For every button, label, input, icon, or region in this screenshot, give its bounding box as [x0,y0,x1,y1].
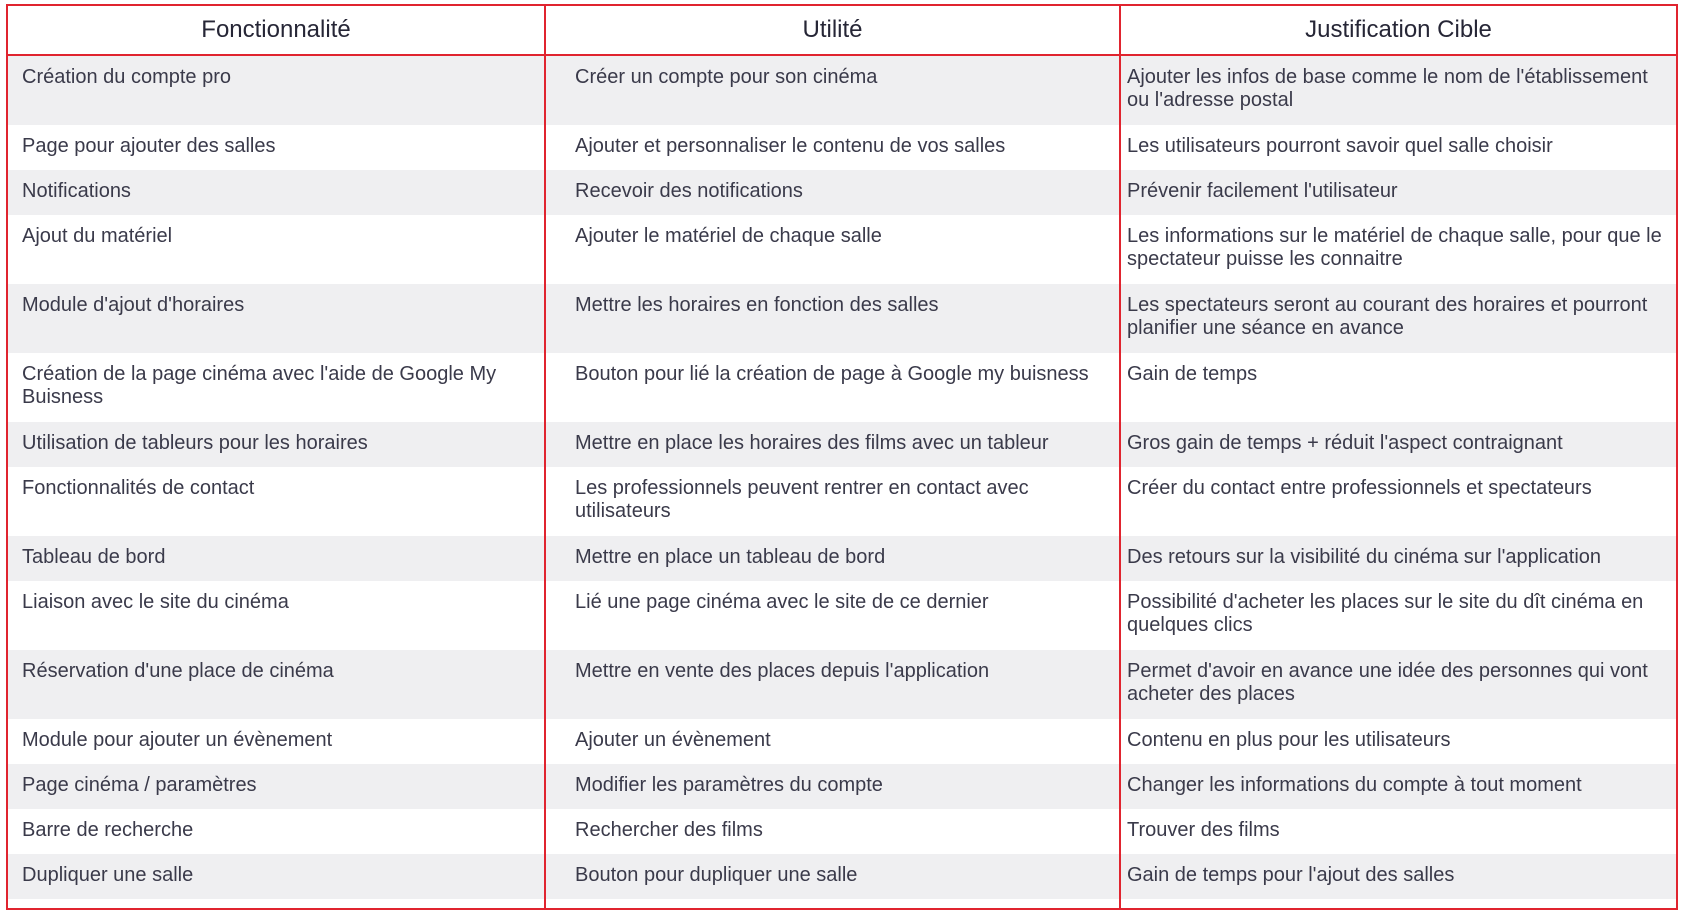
cell-utilite: Créer un compte pour son cinéma [575,66,878,88]
cell-justification: Gain de temps [1127,363,1258,385]
cell-justification: Créer du contact entre professionnels et spectateurs [1127,477,1592,499]
cell-fonctionnalite: Module pour ajouter un évènement [22,729,333,751]
table-row [8,353,1676,422]
cell-justification: Les spectateurs seront au courant des horaires et pourront planifier une séance en avance [1127,294,1648,339]
table-row [8,467,1676,536]
cell-utilite: Bouton pour lié la création de page à Google my buisness [575,363,1089,385]
cell-fonctionnalite: Barre de recherche [22,819,194,841]
table-row [8,809,1676,854]
cell-justification: Contenu en plus pour les utilisateurs [1127,729,1451,751]
cell-utilite: Lié une page cinéma avec le site de ce dernier [575,591,989,613]
cell-fonctionnalite: Page cinéma / paramètres [22,774,257,796]
cell-utilite: Recevoir des notifications [575,180,803,202]
table-row [8,581,1676,650]
cell-justification: Gros gain de temps + réduit l'aspect contraignant [1127,432,1563,454]
table-row [8,284,1676,353]
cell-utilite: Les professionnels peuvent rentrer en contact avec utilisateurs [575,477,1029,522]
column-divider [1119,6,1121,908]
cell-justification: Gain de temps pour l'ajout des salles [1127,864,1455,886]
table-row [8,170,1676,215]
cell-justification: Les informations sur le matériel de chaque salle, pour que le spectateur puisse les connaitre [1127,225,1662,270]
table-header [8,6,1676,56]
cell-justification: Possibilité d'acheter les places sur le site du dît cinéma en quelques clics [1127,591,1644,636]
cell-utilite: Rechercher des films [575,819,763,841]
cell-fonctionnalite: Module d'ajout d'horaires [22,294,245,316]
table-row [8,422,1676,467]
column-divider [544,6,546,908]
table-row [8,215,1676,284]
cell-utilite: Ajouter et personnaliser le contenu de vos salles [575,135,1006,157]
table-row [8,125,1676,170]
header-fonctionnalite: Fonctionnalité [201,16,351,43]
cell-utilite: Mettre les horaires en fonction des salles [575,294,939,316]
table-row [8,719,1676,764]
cell-fonctionnalite: Fonctionnalités de contact [22,477,255,499]
table-row [8,650,1676,719]
header-utilite: Utilité [802,16,863,43]
cell-justification: Changer les informations du compte à tout moment [1127,774,1582,796]
cell-utilite: Modifier les paramètres du compte [575,774,883,796]
cell-justification: Prévenir facilement l'utilisateur [1127,180,1398,202]
cell-justification: Permet d'avoir en avance une idée des personnes qui vont acheter des places [1127,660,1648,705]
cell-fonctionnalite: Réservation d'une place de cinéma [22,660,334,682]
header-justification-cible: Justification Cible [1305,16,1492,43]
cell-utilite: Ajouter le matériel de chaque salle [575,225,882,247]
cell-justification: Les utilisateurs pourront savoir quel salle choisir [1127,135,1553,157]
cell-fonctionnalite: Utilisation de tableurs pour les horaires [22,432,368,454]
cell-fonctionnalite: Ajout du matériel [22,225,173,247]
cell-utilite: Ajouter un évènement [575,729,771,751]
cell-justification: Ajouter les infos de base comme le nom de l'établissement ou l'adresse postal [1127,66,1648,111]
cell-utilite: Mettre en vente des places depuis l'application [575,660,990,682]
cell-fonctionnalite: Dupliquer une salle [22,864,194,886]
table-row [8,764,1676,809]
cell-utilite: Bouton pour dupliquer une salle [575,864,858,886]
cell-fonctionnalite: Page pour ajouter des salles [22,135,276,157]
cell-fonctionnalite: Création de la page cinéma avec l'aide de Google My Buisness [22,363,497,408]
cell-justification: Trouver des films [1127,819,1280,841]
cell-justification: Des retours sur la visibilité du cinéma sur l'application [1127,546,1602,568]
cell-utilite: Mettre en place un tableau de bord [575,546,886,568]
table-row [8,854,1676,899]
cell-fonctionnalite: Notifications [22,180,131,202]
table-body [8,56,1676,899]
cell-utilite: Mettre en place les horaires des films avec un tableur [575,432,1049,454]
cell-fonctionnalite: Création du compte pro [22,66,232,88]
table-row [8,56,1676,125]
features-table [6,4,1678,910]
cell-fonctionnalite: Tableau de bord [22,546,166,568]
cell-fonctionnalite: Liaison avec le site du cinéma [22,591,289,613]
table-row [8,536,1676,581]
